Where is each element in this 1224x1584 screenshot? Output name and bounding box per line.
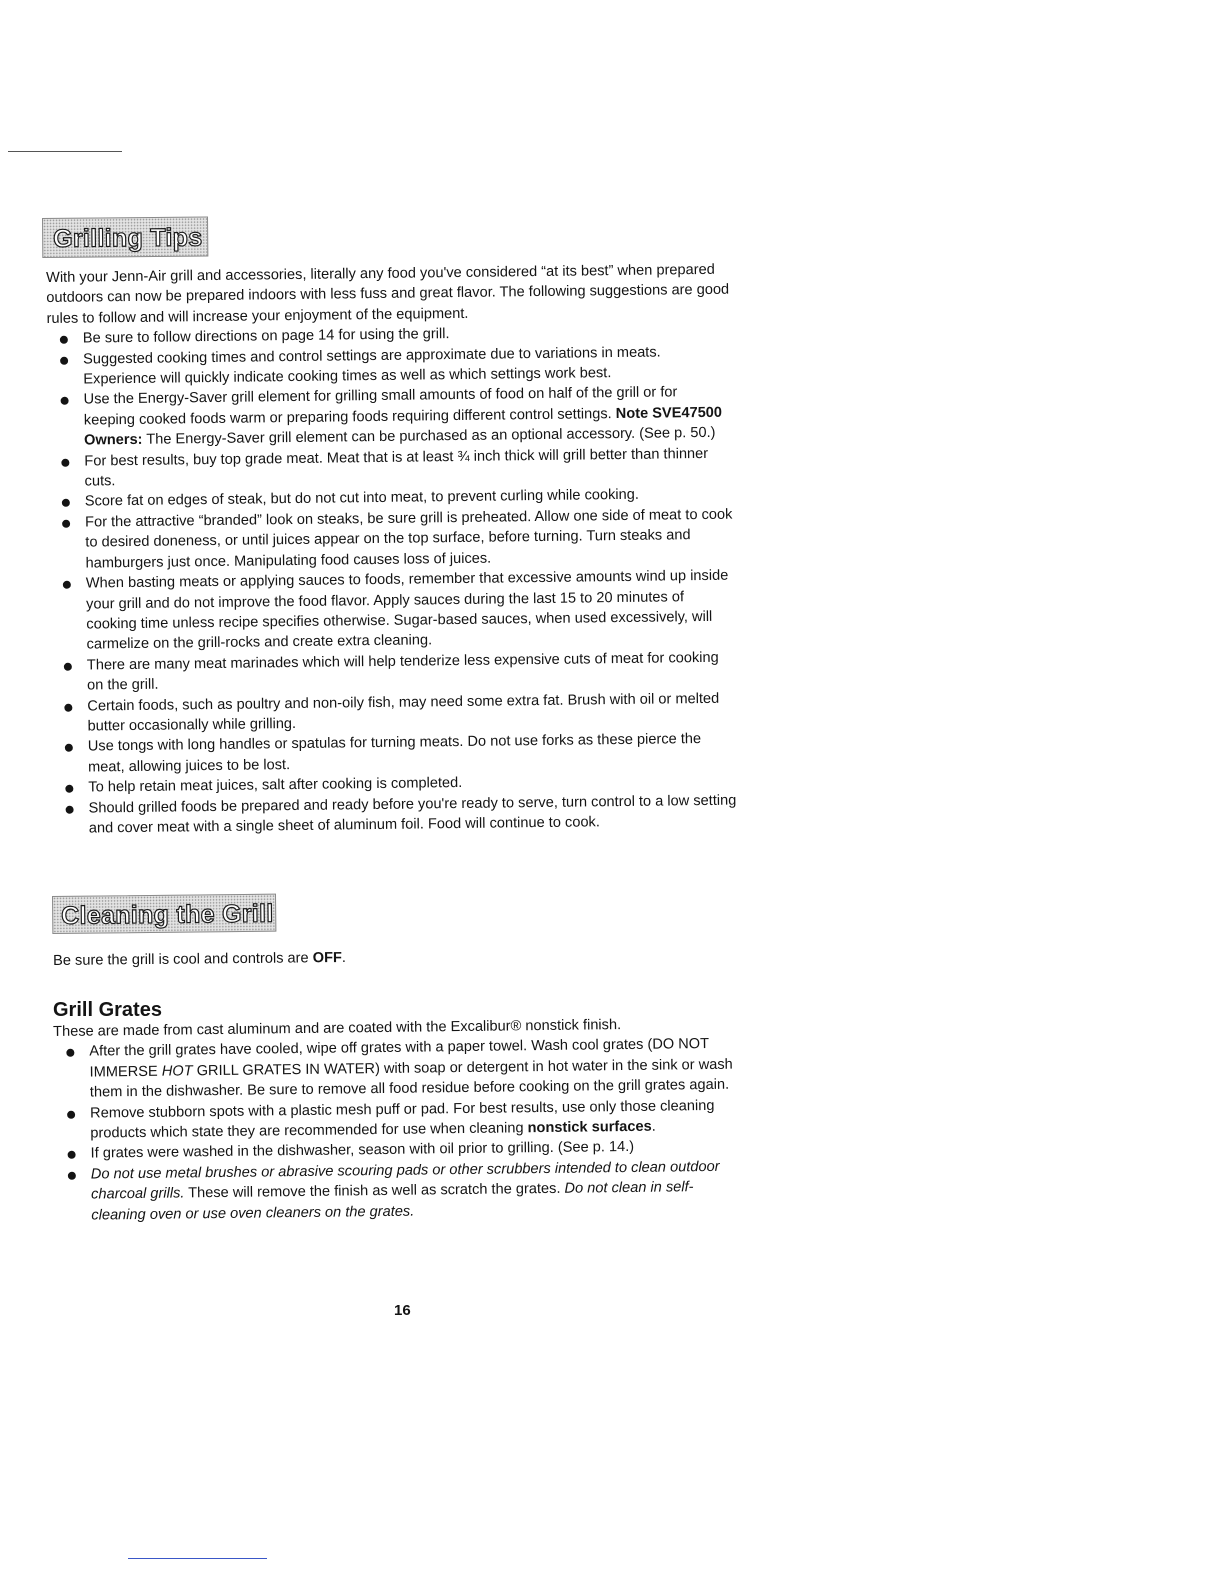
bullet-icon [62, 499, 70, 507]
list-item-text: Use the Energy-Saver grill element for grilling small amounts of food on half of the grill or for keeping cooked foods warm or preparing foods requiring different control settings. [83, 384, 678, 429]
list-item-text: Score fat on edges of steak, but do not cut into meat, to prevent curling while cooking. [84, 487, 639, 511]
list-item-end: . [651, 1118, 656, 1135]
bullet-icon [64, 662, 72, 670]
bullet-icon [61, 458, 69, 466]
list-item [47, 382, 732, 452]
warning-italic: Do not clean in self-cleaning oven or use oven cleaners on the grates. [91, 1179, 694, 1224]
grilling-tips-body [46, 260, 737, 840]
list-item-text: For best results, buy top grade meat. Meat that is at least ¾ inch thick will grill better than thinner cuts. [84, 445, 709, 490]
bullet-icon [61, 397, 69, 405]
grilling-tips-intro: With your Jenn-Air grill and accessories, literally any food you've considered “at its best” when prepared outdoors can now be prepared indoors with less fuss and great flavor. The following suggestions are good rules to follow and will increase your enjoyment of the equipment. [46, 261, 730, 327]
cleaning-grill-heading: Cleaning the Grill [52, 894, 276, 934]
list-item [53, 1034, 744, 1104]
list-item-text: Remove stubborn spots with a plastic mesh puff or pad. For best results, use only those cleaning products which state they are recommended for use when cleaning [90, 1097, 715, 1142]
bottom-rule [128, 1558, 267, 1559]
bullet-icon [62, 520, 70, 528]
list-item [52, 790, 736, 839]
bullet-icon [60, 336, 68, 344]
list-item-text: To help retain meat juices, salt after cooking is completed. [88, 775, 463, 796]
cleaning-note-text [53, 944, 733, 972]
cleaning-note-suffix: . [341, 949, 347, 966]
list-item-text: Be sure to follow directions on page 14 for using the grill. [82, 326, 450, 347]
hot-emphasis: HOT [161, 1063, 193, 1080]
bullet-icon [65, 785, 73, 793]
bullet-icon [66, 805, 74, 813]
top-rule [8, 151, 122, 152]
bullet-icon [60, 356, 68, 364]
list-item [55, 1156, 746, 1226]
bullet-icon [68, 1151, 76, 1159]
cleaning-note-off: OFF [312, 949, 342, 967]
grill-grates-intro: These are made from cast aluminum and are coated with the Excalibur® nonstick finish. [53, 1017, 622, 1040]
list-item [49, 505, 734, 575]
grill-grates-body [53, 1014, 745, 1226]
bullet-icon [68, 1172, 76, 1180]
bullet-icon [64, 703, 72, 711]
cleaning-note-prefix: Be sure the grill is cool and controls are [53, 950, 309, 969]
bullet-icon [63, 581, 71, 589]
list-item-text: Should grilled foods be prepared and ready before you're ready to serve, turn control to a low setting and cover meat with a single sheet of aluminum foil. Food will continue to cook. [88, 792, 737, 837]
nonstick-surfaces-emphasis: nonstick surfaces [527, 1118, 652, 1137]
grill-grates-list [53, 1034, 745, 1226]
grill-grates-heading: Grill Grates [53, 999, 162, 1021]
list-item-text: For the attractive “branded” look on steaks, be sure grill is preheated. Allow one side of meat to cook to desired doneness, or until juices appear on the top surface, before turning. Turn steaks and hamburgers just once. Manipulating food causes loss of juices. [85, 506, 733, 572]
list-item-text: When basting meats or applying sauces to foods, remember that excessive amounts wind up inside your grill and do not improve the food flavor. Apply sauces during the last 15 to 20 minutes of cooking time unless recipe specifies otherwise. Sugar-based sauces, when used excessively, will carmelize on the grill-rocks and create extra cleaning. [85, 567, 729, 653]
list-item-text: GRILL GRATES IN WATER) with soap or detergent in hot water in the sink or wash them in the dishwasher. Be sure to remove all food residue before cooking on the grill grates again. [89, 1056, 733, 1101]
grilling-tips-heading: Grilling Tips [42, 217, 208, 258]
list-item-text: Certain foods, such as poultry and non-oily fish, may need some extra fat. Brush with oil or melted butter occasionally while grilling. [87, 690, 720, 735]
page-number: 16 [394, 1302, 411, 1319]
bullet-icon [67, 1110, 75, 1118]
bullet-icon [65, 744, 73, 752]
list-item-text: After the grill grates have cooled, wipe off grates with a paper towel. Wash cool grates (DO NOT IMMERSE [89, 1036, 709, 1081]
bullet-icon [66, 1049, 74, 1057]
list-item-text: If grates were washed in the dishwasher, season with oil prior to grilling. (See p. 14.) [90, 1139, 635, 1162]
cleaning-note [53, 944, 733, 972]
list-item-text: There are many meat marinades which will help tenderize less expensive cuts of meat for cooking on the grill. [86, 649, 719, 694]
warning-italic: Do not use metal brushes or abrasive scouring pads or other scrubbers intended to clean outdoor charcoal grills. [90, 1158, 720, 1203]
list-item-text: Suggested cooking times and control settings are approximate due to variations in meats. Experience will quickly indicate cooking times as well as which settings work best. [83, 344, 661, 388]
list-item-text: Use tongs with long handles or spatulas for turning meats. Do not use forks as these pierce the meat, allowing juices to be lost. [87, 731, 702, 776]
owner-note-text: The Energy-Saver grill element can be purchased as an optional accessory. (See p. 50.) [146, 425, 716, 449]
owner-note-label: Note SVE47500 Owners: [84, 404, 723, 449]
list-item [50, 566, 735, 656]
grilling-tips-list [47, 321, 737, 839]
list-item-text: These will remove the finish as well as scratch the grates. [184, 1181, 565, 1202]
